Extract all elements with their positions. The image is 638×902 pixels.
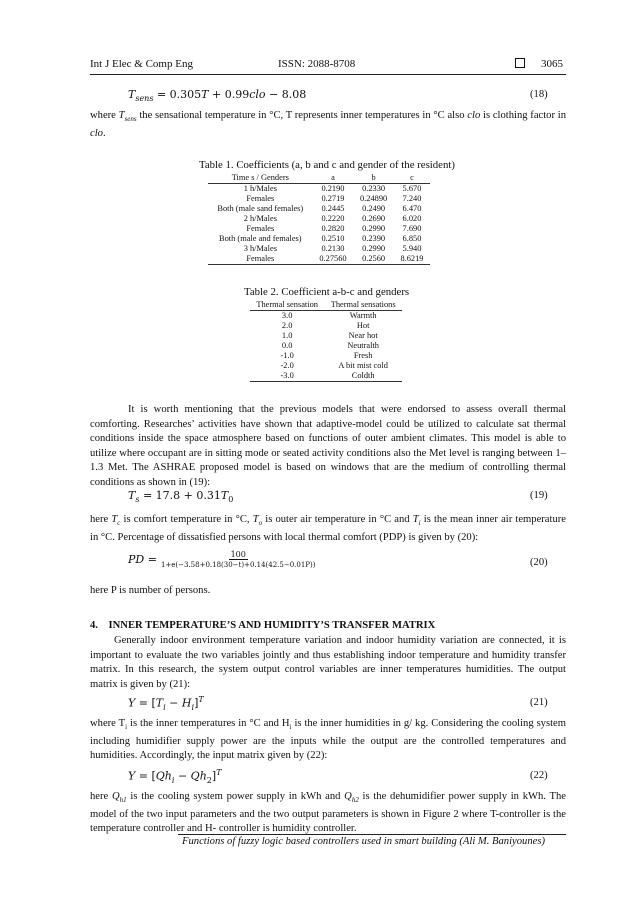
table-cell: Warmth [349,311,377,320]
table-cell: 1.0 [281,331,293,340]
table-cell: 0.2719 [321,194,345,203]
header-rule [90,74,566,75]
section4-paragraph: Generally indoor environment temperature variation and indoor humidity variation are connected, it is important to evaluate the two variables jointly and thus establishing indoor temperature and humidity transfer matrix. In this research, the system output control variables are inner temperatures humidities. The output matrix is given by (21): [90,635,566,690]
table-cell: 3 h/Males [243,244,277,253]
table-row [208,224,430,234]
equation-20-fraction [161,550,316,569]
footer-rule [178,834,566,835]
table-row [208,234,430,244]
table2 [250,300,402,382]
equation-20-lhs: PD = [128,553,157,566]
table1-caption: Table 1. Coefficients (a, b and c and gender of the resident) [199,159,455,171]
table-row [208,194,430,204]
table-cell: 0.2990 [362,224,386,233]
section-heading: 4. INNER TEMPERATURE’S AND HUMIDITY’S TRANSFER MATRIX [90,620,436,631]
equation-22: $Y = [Qh_i - Qh_2]^T$ [128,768,222,785]
paragraph-models: It is worth mentioning that the previous models that were endorsed to assess overall thermal comforting. Researches’ activities have shown that adaptive-model could be utilized to calculate sat thermal conditions inside the space atmosphere based on functions of outer ambient climates. This model is able to utilize where occupant are in sitting mode or seated activity conditions also the Met level is ranging between 1–1.3 Met. The ASHRAE proposed model is based on windows that are the medium of controlling thermal conditions as shown in (19): [90,404,566,488]
table-cell: 3.0 [281,311,293,320]
table-row [250,371,402,382]
table-cell: 5.940 [402,244,422,253]
paragraph-after-eq22: here $Q_{h1}$ is the cooling system power supply in kWh and $Q_{h2}$ is the dehumidifier power supply in kWh. The model of the two input parameters and the two output parameters is shown in Figure 2 where T-controller is the temperature controller and H- controller is humidity controller. [90,791,566,835]
equation-21-number: (21) [530,697,548,708]
equation-19-number: (19) [530,490,548,501]
table-row [208,214,430,224]
table-cell: 0.24890 [359,194,388,203]
table-cell: 0.2510 [321,234,345,243]
table-cell: 0.2820 [321,224,345,233]
table-row [250,311,402,322]
table-cell: 0.2490 [362,204,386,213]
table-row [250,361,402,371]
table-cell: Both (male sand females) [217,204,304,213]
table-cell: 6.020 [402,214,422,223]
table-cell: Near hot [348,331,378,340]
table-cell: 8.6219 [394,254,430,265]
table-row [208,184,430,195]
table-cell: Both (male and females) [219,234,302,243]
table-cell: 0.2220 [321,214,345,223]
table-cell: 0.2690 [362,214,386,223]
table1 [208,173,430,265]
table-row [208,254,430,265]
table-cell: Females [246,224,275,233]
table-row [250,341,402,351]
table1-header-row [208,173,430,184]
table-row [250,351,402,361]
paragraph-after-eq18: where $T_{sens}$ the sensational temperature in °C, T represents inner temperatures in °C also clo is clothing factor in clo. [90,110,566,139]
table-cell: 7.690 [402,224,422,233]
table1-header: Time s / Genders [208,173,313,184]
equation-20 [128,550,315,569]
table-cell: Coldth [324,371,402,382]
table-cell: 0.2445 [321,204,345,213]
table-cell: 0.2390 [362,234,386,243]
table-cell: 0.27560 [313,254,354,265]
issn: ISSN: 2088-8708 [278,58,356,70]
table1-header: b [353,173,394,184]
table-row [250,331,402,341]
table-cell: 0.2130 [321,244,345,253]
table-cell: 1 h/Males [243,184,277,193]
table-cell: Neutralth [347,341,379,350]
paragraph-after-eq19: here $T_c$ is comfort temperature in °C, $T_o$ is outer air temperature in °C and $T_i$ is the mean inner air temperature in °C. Percentage of dissatisfied persons with local thermal comfort (PDP) is given by (20): [90,514,566,543]
table2-header-row [250,300,402,311]
equation-20-denominator: 1+e(−3.58+0.18(30−t)+0.14(42.5−0.01P)) [160,561,316,569]
table-cell: -1.0 [280,351,294,360]
table-cell: 7.240 [402,194,422,203]
table-cell: -3.0 [250,371,324,382]
table-cell: 6.470 [402,204,422,213]
equation-19: $T_s = 17.8 + 0.31T_0$ [128,489,234,505]
table-cell: 6.850 [402,234,422,243]
checkbox-icon [515,58,525,68]
equation-18-number: (18) [530,89,548,100]
table-cell: 0.2990 [362,244,386,253]
table1-header: c [394,173,430,184]
table-cell: 2.0 [281,321,293,330]
table2-header: Thermal sensation [250,300,324,311]
table-cell: Hot [356,321,370,330]
equation-22-number: (22) [530,770,548,781]
equation-20-numerator: 100 [230,550,246,559]
equation-21: $Y = [T_i - H_i]^T$ [128,695,204,712]
journal-name: Int J Elec & Comp Eng [90,58,193,70]
equation-20-number: (20) [530,557,548,568]
table-cell: A bit mist cold [338,361,388,370]
table-row [208,244,430,254]
table-cell: 0.0 [281,341,293,350]
table-row [250,321,402,331]
table-cell: Fresh [353,351,373,360]
paragraph-after-eq21: where $T_i$ is the inner temperatures in °C and $H_i$ is the inner humidities in g/ kg. Considering the cooling system including humidifier supply power are the inputs while the output are the controlled temperatures and humidities. Accordingly, the input matrix given by (22): [90,718,566,762]
table2-header: Thermal sensations [324,300,402,311]
footer-text: Functions of fuzzy logic based controllers used in smart building (Ali M. Baniyounes) [182,836,545,847]
table-cell: -2.0 [280,361,294,370]
table2-caption: Table 2. Coefficient a-b-c and genders [244,286,410,298]
equation-18: $T_{sens} = 0.305T + 0.99clo - 8.08$ [128,88,307,104]
table-cell: 2 h/Males [243,214,277,223]
page-number-block [515,58,563,70]
table-cell: Females [246,194,275,203]
table-cell: 5.670 [402,184,422,193]
table-row [208,204,430,214]
page-number: 3065 [541,58,563,70]
table-cell: 0.2190 [321,184,345,193]
table-cell: Females [208,254,313,265]
table1-header: a [313,173,354,184]
table-cell: 0.2560 [353,254,394,265]
paragraph-after-eq20: here P is number of persons. [90,585,211,596]
table-cell: 0.2330 [362,184,386,193]
